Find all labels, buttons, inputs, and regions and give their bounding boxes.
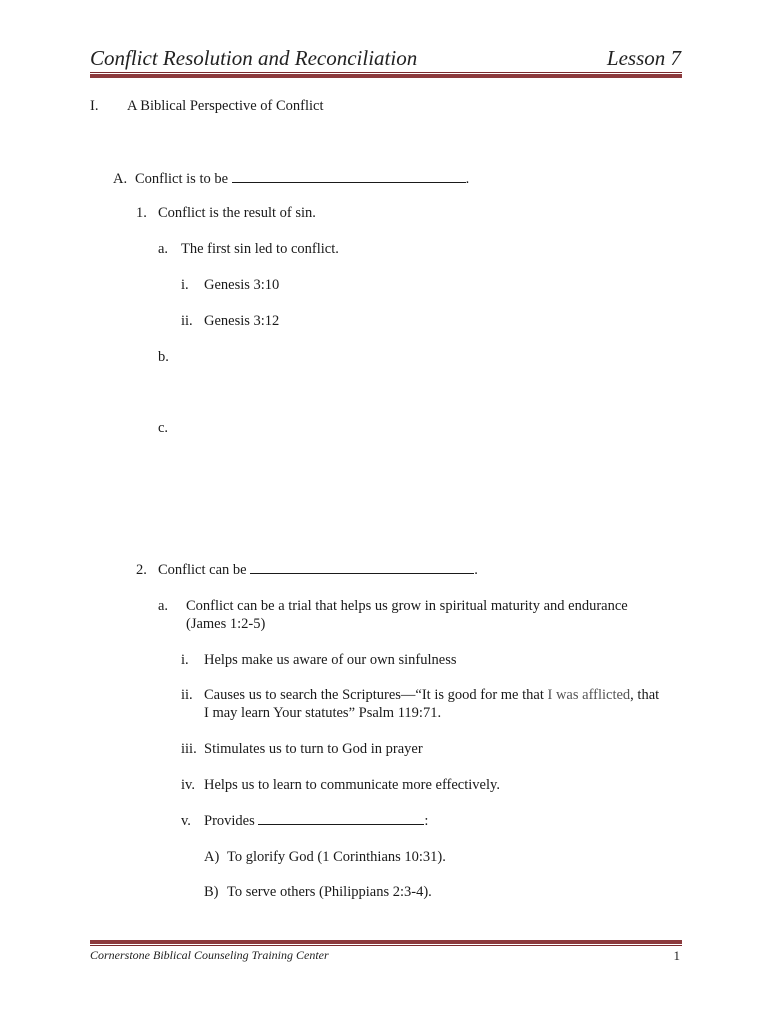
point-2a-line2: (James 1:2-5): [186, 616, 266, 632]
point-2a-ii-post: , that: [630, 687, 660, 703]
point-2a-ii-line2: I may learn Your statutes” Psalm 119:71.: [204, 705, 442, 721]
point-2a-ii-number: ii.: [181, 687, 193, 703]
point-2a-iv-text: Helps us to learn to communicate more effectively.: [204, 777, 500, 793]
point-1a-number: a.: [158, 241, 169, 257]
sub-B-number: B): [204, 884, 219, 900]
point-2-text: Conflict can be: [158, 562, 247, 578]
header-title: Conflict Resolution and Reconciliation: [90, 46, 418, 70]
point-2a-ii-highlight: I was afflicted: [547, 687, 631, 703]
point-1-text: Conflict is the result of sin.: [158, 205, 316, 221]
point-2a-ii-line1: [204, 686, 659, 704]
section-I-number: I.: [90, 98, 99, 114]
point-1a-ii-text: Genesis 3:12: [204, 313, 280, 329]
sub-B-text: To serve others (Philippians 2:3-4).: [227, 884, 432, 900]
point-1a-text: The first sin led to conflict.: [181, 241, 339, 257]
point-2-number: 2.: [136, 562, 147, 578]
point-2a-v-end: :: [424, 813, 429, 829]
sub-A-number: A): [204, 849, 220, 865]
point-1c-number: c.: [158, 420, 169, 436]
point-2a-v-text: Provides: [204, 813, 255, 829]
point-A-end: .: [465, 171, 470, 187]
point-2a-number: a.: [158, 598, 169, 614]
header-rule-thin: [90, 72, 682, 73]
footer-center-name: Cornerstone Biblical Counseling Training Center: [90, 948, 329, 962]
point-A-line: [135, 170, 469, 188]
header-lesson: Lesson 7: [606, 46, 681, 70]
point-1a-i-text: Genesis 3:10: [204, 277, 280, 293]
point-2a-iii-number: iii.: [181, 741, 197, 757]
header-rule-thick: [90, 74, 682, 78]
sub-A-text: To glorify God (1 Corinthians 10:31).: [227, 849, 446, 865]
point-1b-number: b.: [158, 349, 169, 365]
point-A-number: A.: [113, 171, 128, 187]
point-2-end: .: [474, 562, 478, 578]
point-2-blank: [250, 561, 474, 574]
point-2a-i-number: i.: [181, 652, 189, 668]
footer-rule-thick: [90, 940, 682, 944]
point-A-blank: [232, 170, 466, 183]
point-2a-v-line: [204, 812, 428, 830]
point-2-line: [158, 561, 478, 579]
point-A-text: Conflict is to be: [135, 171, 229, 187]
point-2a-v-number: v.: [181, 813, 191, 829]
point-2a-v-blank: [258, 812, 424, 825]
point-2a-ii-pre: Causes us to search the Scriptures—“It is good for me that: [204, 687, 548, 703]
point-2a-line1: Conflict can be a trial that helps us grow in spiritual maturity and endurance: [186, 598, 628, 614]
point-2a-iii-text: Stimulates us to turn to God in prayer: [204, 741, 423, 757]
point-1-number: 1.: [136, 205, 147, 221]
footer-rule-thin: [90, 945, 682, 946]
footer-page-number: 1: [673, 948, 680, 963]
point-2a-iv-number: iv.: [181, 777, 195, 793]
point-2a-i-text: Helps make us aware of our own sinfulness: [204, 652, 457, 668]
point-1a-i-number: i.: [181, 277, 189, 293]
point-1a-ii-number: ii.: [181, 313, 193, 329]
section-I-heading: A Biblical Perspective of Conflict: [127, 98, 324, 114]
